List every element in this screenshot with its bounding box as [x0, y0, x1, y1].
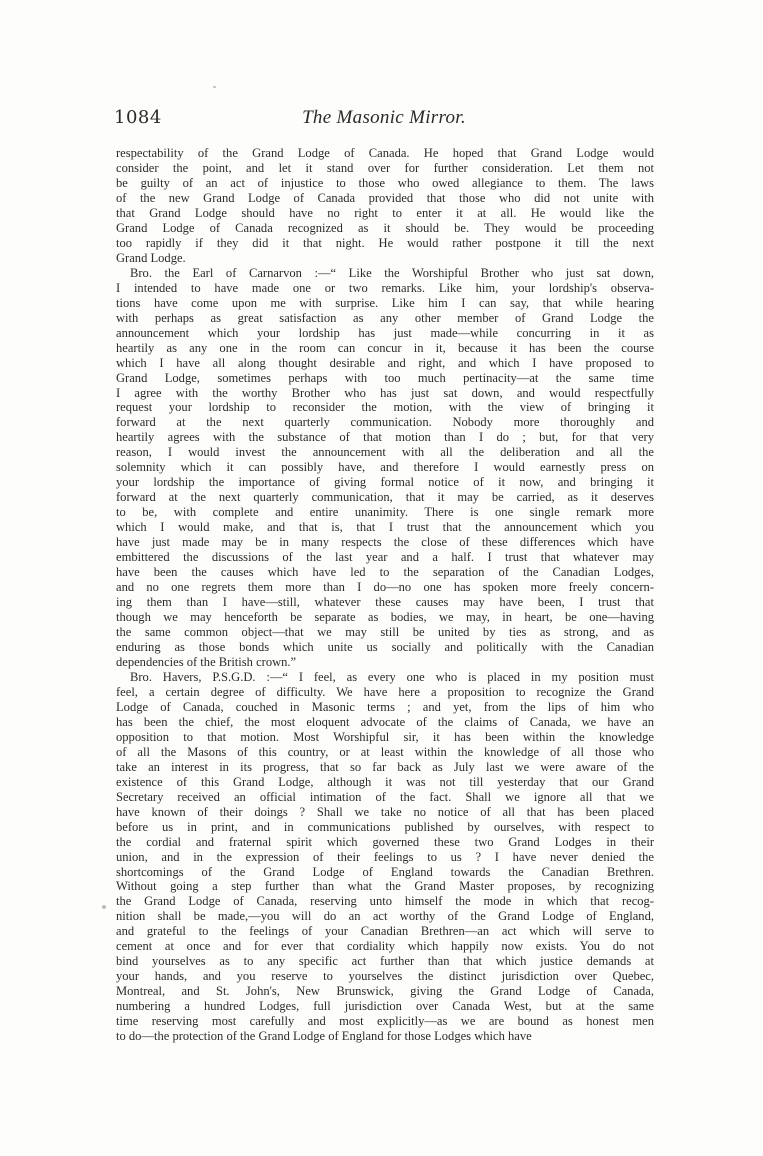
text-line: I intended to have made one or two remarks. Like him, your lordship's observa- — [116, 280, 654, 295]
page-header — [114, 107, 654, 131]
text-line: respectability of the Grand Lodge of Canada. He hoped that Grand Lodge would — [116, 146, 654, 160]
text-line: have known of their doings ? Shall we take no notice of all that has been placed — [116, 804, 654, 819]
text-line: the same common object—that we may still be united by ties as strong, and as — [116, 625, 654, 639]
text-line: take an interest in its progress, that so far back as July last we were aware of the — [116, 759, 654, 774]
text-line: of the new Grand Lodge of Canada provided that those who did not unite with — [116, 190, 654, 205]
paragraph-2 — [116, 266, 654, 670]
text-line: heartily as any one in the room can concur in it, because it has been the course — [116, 340, 654, 355]
print-speck — [213, 86, 216, 88]
text-line: Grand Lodge of Canada recognized as it should be. They would be proceeding — [116, 220, 654, 235]
text-line: opposition to that motion. Most Worshipful sir, it has been within the knowledge — [116, 729, 654, 744]
text-line: have been the causes which have led to the separation of the Canadian Lodges, — [116, 565, 654, 580]
text-line: cement at once and for ever that cordiality which happily now exists. You do not — [116, 939, 654, 954]
text-line: to be, with complete and entire unanimity. There is one single remark more — [116, 505, 654, 520]
body-text — [116, 146, 654, 1044]
text-line: Grand Lodge. — [116, 250, 186, 265]
text-line: Secretary received an official intimation of the fact. Shall we ignore all that we — [116, 789, 654, 804]
text-line: your hands, and you reserve to yourselves the distinct jurisdiction over Quebec, — [116, 969, 654, 984]
text-line: be guilty of an act of injustice to those who owed allegiance to them. The laws — [116, 175, 654, 190]
text-line: of all the Masons of this country, or at least within the knowledge of all those who — [116, 744, 654, 759]
text-line: Grand Lodge, sometimes perhaps with too much pertinacity—at the same time — [116, 370, 654, 385]
text-line: though we may henceforth be separate as bodies, we may, in heart, be one—having — [116, 610, 654, 625]
text-line: and no one regrets them more than I do—no one has spoken more freely concern- — [116, 580, 654, 595]
text-line: consider the point, and let it stand over for further consideration. Let them not — [116, 160, 654, 175]
text-line: forward at the next quarterly communication, that it may be carried, as it deserves — [116, 490, 654, 505]
text-line: existence of this Grand Lodge, although it was not till yesterday that our Grand — [116, 774, 654, 789]
text-line: I agree with the worthy Brother who has just sat down, and would respectfully — [116, 385, 654, 400]
text-line: and grateful to the feelings of your Canadian Brethren—an act which will serve to — [116, 924, 654, 939]
text-line: Without going a step further than what the Grand Master proposes, by recognizing — [116, 879, 654, 894]
text-line: request your lordship to reconsider the motion, with the view of bringing it — [116, 400, 654, 415]
page-number: 1084 — [114, 107, 162, 128]
text-line: too rapidly if they did it that night. He would rather postpone it till the next — [116, 235, 654, 250]
text-line: bind yourselves as to any specific act further than that which justice demands at — [116, 954, 654, 969]
text-line: reason, I would invest the announcement with all the deliberation and all the — [116, 445, 654, 460]
text-line: with perhaps as great satisfaction as any other member of Grand Lodge the — [116, 310, 654, 325]
text-line: solemnity which it can possibly have, and therefore I would earnestly press on — [116, 460, 654, 475]
text-line: nition shall be made,—you will do an act worthy of the Grand Lodge of England, — [116, 909, 654, 924]
text-line: the cordial and fraternal spirit which governed these two Grand Lodges in their — [116, 834, 654, 849]
text-line: Bro. the Earl of Carnarvon :—“ Like the Worshipful Brother who just sat down, — [130, 265, 654, 280]
text-line: Lodge of Canada, couched in Masonic terms ; and yet, from the lips of him who — [116, 699, 654, 714]
text-line: tions have come upon me with surprise. Like him I can say, that while hearing — [116, 295, 654, 310]
text-line: your lordship the importance of giving formal notice of it now, and bringing it — [116, 475, 654, 490]
text-line: that Grand Lodge should have no right to enter it at all. He would like the — [116, 205, 654, 220]
text-line: Bro. Havers, P.S.G.D. :—“ I feel, as every one who is placed in my position must — [130, 669, 654, 684]
text-line: to do—the protection of the Grand Lodge of England for those Lodges which have — [116, 1029, 532, 1044]
text-line: embittered the discussions of the last year and a half. I trust that whatever may — [116, 550, 654, 565]
text-line: has been the chief, the most eloquent advocate of the claims of Canada, we have an — [116, 714, 654, 729]
text-line: numbering a hundred Lodges, full jurisdiction over Canada West, but at the same — [116, 999, 654, 1014]
text-line: ing them than I have—still, whatever these causes may have been, I trust that — [116, 595, 654, 610]
paragraph-3 — [116, 670, 654, 1044]
text-line: have just made may be in many respects the close of these differences which have — [116, 535, 654, 550]
text-line: which I have all along thought desirable and right, and which I have proposed to — [116, 355, 654, 370]
text-line: enduring as those bonds which unite us socially and politically with the Canadian — [116, 639, 654, 654]
text-line: feel, a certain degree of difficulty. We have here a proposition to recognize the Grand — [116, 684, 654, 699]
running-title: The Masonic Mirror. — [302, 107, 466, 128]
text-line: the Grand Lodge of Canada, reserving unto himself the mode in which that recog- — [116, 894, 654, 909]
text-line: before us in print, and in communications published by ourselves, with respect to — [116, 819, 654, 834]
paragraph-1 — [116, 146, 654, 266]
text-line: heartily agrees with the substance of that motion than I do ; but, for that very — [116, 430, 654, 445]
text-line: dependencies of the British crown.” — [116, 654, 297, 669]
text-line: announcement which your lordship has just made—while concurring in it as — [116, 325, 654, 340]
text-line: time reserving most carefully and most explicitly—as we are bound as honest men — [116, 1014, 654, 1029]
text-line: shortcomings of the Grand Lodge of England towards the Canadian Brethren. — [116, 864, 654, 879]
print-speck — [102, 905, 106, 909]
text-line: which I would make, and that is, that I trust that the announcement which you — [116, 520, 654, 535]
text-line: Montreal, and St. John's, New Brunswick, giving the Grand Lodge of Canada, — [116, 984, 654, 999]
text-line: forward at the next quarterly communication. Nobody more thoroughly and — [116, 415, 654, 430]
text-line: union, and in the expression of their feelings to us ? I have never denied the — [116, 849, 654, 864]
